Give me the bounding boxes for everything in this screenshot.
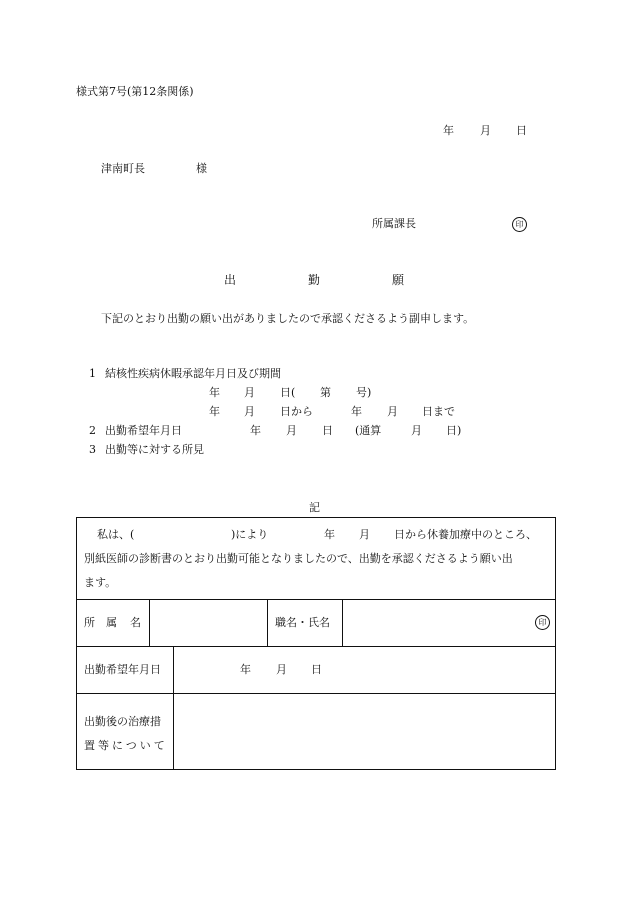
seal-icon: 印 xyxy=(535,615,550,630)
stmt-l1-d: 月 xyxy=(359,528,370,541)
item-3-number: 3 xyxy=(89,443,96,456)
stmt-l1-b: )により xyxy=(231,528,269,541)
item1-l2-year: 年 xyxy=(209,405,220,418)
date-month: 月 xyxy=(480,124,491,137)
item1-l2-month2: 月 xyxy=(387,405,398,418)
stmt-l1-e: 日から休養加療中のところ、 xyxy=(394,528,537,541)
item1-l2-until: 日まで xyxy=(422,405,455,418)
addressee-honorific: 様 xyxy=(196,162,207,175)
hope-month: 月 xyxy=(276,663,287,676)
item2-total: (通算 xyxy=(355,424,382,437)
item-1-number: 1 xyxy=(89,367,96,380)
addressee-name: 津南町長 xyxy=(101,162,145,175)
item1-l2-from: 日から xyxy=(280,405,313,418)
item-1-label: 結核性疾病休暇承認年月日及び期間 xyxy=(105,367,281,380)
item2-total-month: 月 xyxy=(411,424,422,437)
table-divider xyxy=(173,646,174,770)
dept-char-1: 所 xyxy=(84,616,95,629)
table-divider xyxy=(342,599,343,646)
table-divider xyxy=(76,599,556,600)
item1-l1-day: 日( xyxy=(280,386,296,399)
stmt-l2: 別紙医師の診断書のとおり出勤可能となりましたので、出勤を承認くださるよう願い出 xyxy=(84,552,513,565)
item1-l2-year2: 年 xyxy=(351,405,362,418)
seal-icon: 印 xyxy=(512,217,527,232)
stmt-l1-a: 私は、( xyxy=(97,528,135,541)
table-divider xyxy=(76,693,556,694)
intro-text: 下記のとおり出勤の願い出がありましたので承認くださるよう副申します。 xyxy=(101,312,475,325)
item-3-label: 出勤等に対する所見 xyxy=(105,443,204,456)
name-label: 職名・氏名 xyxy=(275,616,330,629)
dept-char-2: 属 xyxy=(106,616,117,629)
item1-l1-dai: 第 xyxy=(320,386,331,399)
item1-l1-go: 号) xyxy=(356,386,372,399)
item-2-number: 2 xyxy=(89,424,96,437)
table-divider xyxy=(267,599,268,646)
hope-day: 日 xyxy=(311,663,322,676)
title-char-1: 出 xyxy=(224,273,237,287)
hope-year: 年 xyxy=(240,663,251,676)
hope-date-label: 出勤希望年月日 xyxy=(84,663,161,676)
table-divider xyxy=(149,599,150,646)
treatment-label-l1: 出勤後の治療措 xyxy=(84,715,161,728)
item-2-label: 出勤希望年月日 xyxy=(105,424,182,437)
form-number: 様式第7号(第12条関係) xyxy=(76,85,194,98)
item1-l1-month: 月 xyxy=(244,386,255,399)
table-divider xyxy=(76,646,556,647)
item2-year: 年 xyxy=(250,424,261,437)
applicant-title: 所属課長 xyxy=(372,217,416,230)
date-year: 年 xyxy=(443,124,454,137)
ki-heading: 記 xyxy=(309,501,320,514)
dept-char-3: 名 xyxy=(130,616,141,629)
item2-month: 月 xyxy=(286,424,297,437)
title-char-2: 勤 xyxy=(308,273,321,287)
item2-day: 日 xyxy=(322,424,333,437)
stmt-l1-c: 年 xyxy=(324,528,335,541)
date-day: 日 xyxy=(516,124,527,137)
item1-l1-year: 年 xyxy=(209,386,220,399)
treatment-label-l2: 置等について xyxy=(84,739,168,752)
title-char-3: 願 xyxy=(392,273,405,287)
item1-l2-month: 月 xyxy=(244,405,255,418)
item2-total-day: 日) xyxy=(446,424,462,437)
stmt-l3: ます。 xyxy=(84,576,117,589)
